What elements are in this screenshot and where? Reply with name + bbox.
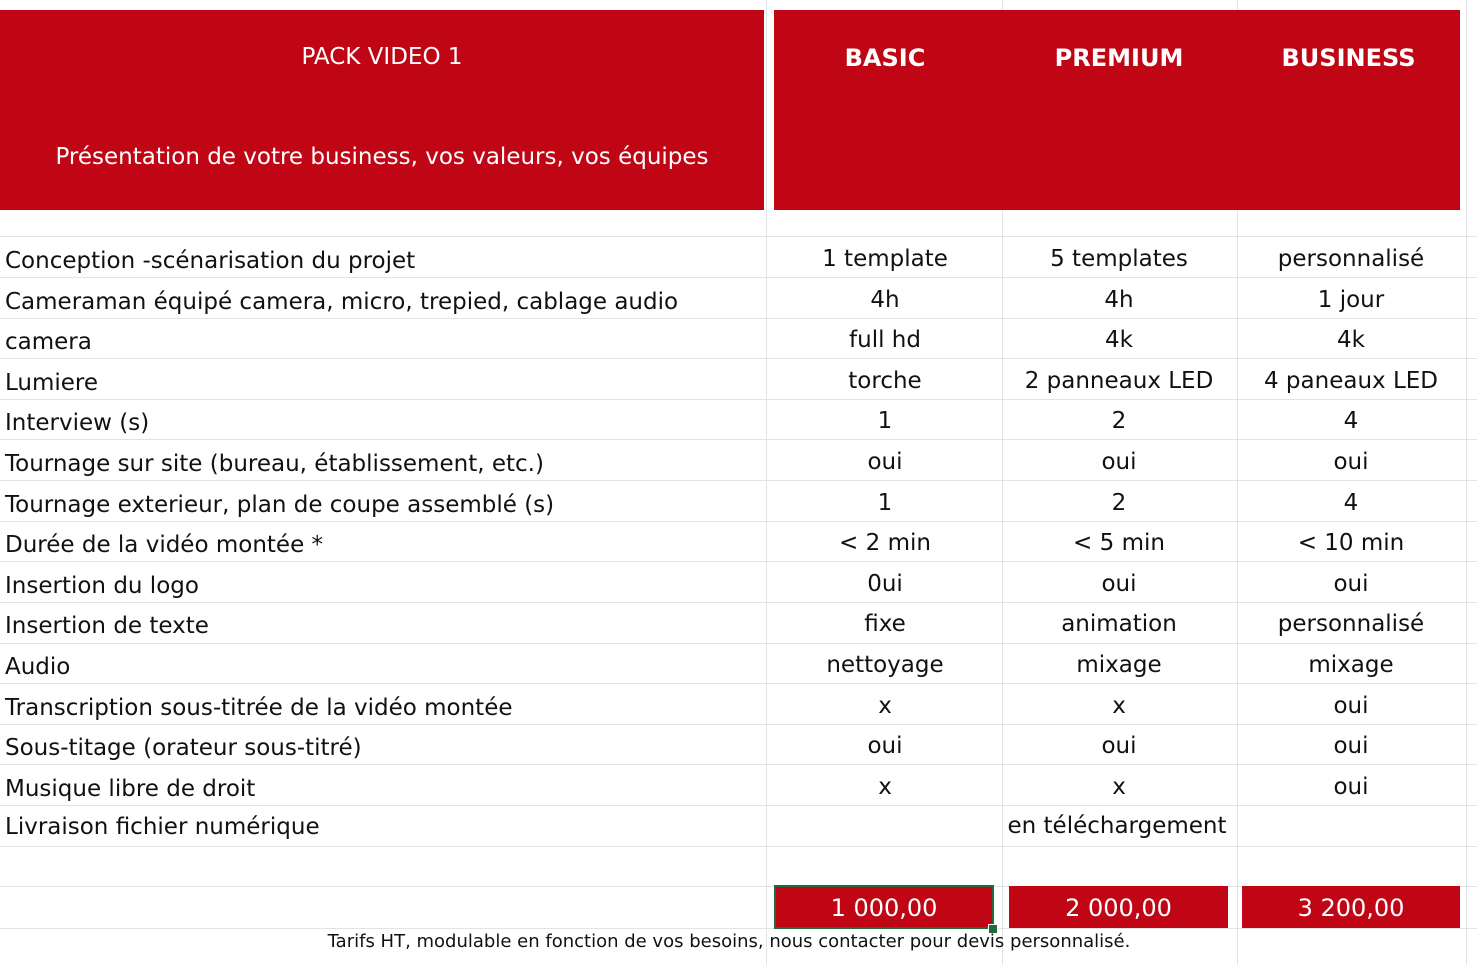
cell-business[interactable]: oui (1333, 449, 1369, 475)
cell-business[interactable]: personnalisé (1277, 246, 1425, 272)
cell-business[interactable]: personnalisé (1277, 611, 1425, 637)
row-label[interactable]: Cameraman équipé camera, micro, trepied, cablage audio (5, 289, 679, 315)
cell-basic[interactable]: 1 (877, 490, 893, 516)
cell-business[interactable]: oui (1333, 774, 1369, 800)
cell-basic[interactable]: 0ui (867, 571, 903, 597)
cell-business[interactable]: < 10 min (1297, 530, 1405, 556)
cell-business[interactable]: oui (1333, 733, 1369, 759)
cell-premium[interactable]: 2 (1111, 490, 1127, 516)
pricing-footnote[interactable]: Tarifs HT, modulable en fonction de vos besoins, nous contacter pour devis personnalisé. (327, 931, 1131, 952)
row-label[interactable]: Sous-titage (orateur sous-titré) (5, 735, 362, 761)
cell-basic[interactable]: oui (867, 733, 903, 759)
cell-premium[interactable]: animation (1061, 611, 1177, 637)
row-label[interactable]: Conception -scénarisation du projet (5, 248, 416, 274)
cell-business[interactable]: mixage (1308, 652, 1394, 678)
cell-basic[interactable]: 1 (877, 408, 893, 434)
cell-business[interactable]: oui (1333, 693, 1369, 719)
cell-premium[interactable]: < 5 min (1073, 530, 1165, 556)
cell-basic[interactable]: full hd (849, 327, 921, 353)
cell-premium[interactable]: x (1112, 693, 1126, 719)
cell-basic[interactable]: oui (867, 449, 903, 475)
cell-business[interactable]: 1 jour (1317, 287, 1385, 313)
cell-premium[interactable]: oui (1101, 571, 1137, 597)
row-label[interactable]: Musique libre de droit (5, 776, 256, 802)
cell-basic[interactable]: < 2 min (839, 530, 931, 556)
cell-business[interactable]: 4 (1343, 408, 1359, 434)
cell-premium[interactable]: 5 templates (1050, 246, 1188, 272)
delivery-label[interactable]: Livraison fichier numérique (5, 814, 320, 840)
cell-basic[interactable]: x (878, 774, 892, 800)
cell-business[interactable]: 4k (1337, 327, 1365, 353)
row-label[interactable]: Tournage sur site (bureau, établissement, etc.) (5, 451, 544, 477)
cell-premium[interactable]: mixage (1076, 652, 1162, 678)
cell-business[interactable]: 4 paneaux LED (1263, 368, 1439, 394)
cell-basic[interactable]: 4h (870, 287, 900, 313)
cell-business[interactable]: 4 (1343, 490, 1359, 516)
cell-basic[interactable]: 1 template (822, 246, 948, 272)
row-label[interactable]: Tournage exterieur, plan de coupe assemblé (s) (5, 492, 555, 518)
cell-basic[interactable]: torche (848, 368, 922, 394)
cell-basic[interactable]: nettoyage (826, 652, 944, 678)
pack-header-cell[interactable] (0, 10, 764, 210)
row-label[interactable]: Interview (s) (5, 410, 150, 436)
row-label[interactable]: Lumiere (5, 370, 99, 396)
price-basic[interactable]: 1 000,00 (775, 886, 993, 928)
cell-premium[interactable]: 2 (1111, 408, 1127, 434)
tier-business-title: BUSINESS (1281, 44, 1416, 72)
row-label[interactable]: Durée de la vidéo montée * (5, 532, 324, 558)
tier-premium-title: PREMIUM (1054, 44, 1184, 72)
cell-premium[interactable]: oui (1101, 733, 1137, 759)
tiers-header-cell[interactable] (774, 10, 1460, 210)
cell-basic[interactable]: fixe (864, 611, 906, 637)
row-label[interactable]: Insertion de texte (5, 613, 209, 639)
cell-premium[interactable]: 4h (1104, 287, 1134, 313)
price-premium[interactable]: 2 000,00 (1009, 886, 1228, 928)
cell-premium[interactable]: x (1112, 774, 1126, 800)
pack-subtitle: Présentation de votre business, vos valeurs, vos équipes (55, 144, 709, 170)
cell-premium[interactable]: 4k (1105, 327, 1133, 353)
cell-basic[interactable]: x (878, 693, 892, 719)
row-label[interactable]: camera (5, 329, 92, 355)
cell-premium[interactable]: oui (1101, 449, 1137, 475)
row-label[interactable]: Transcription sous-titrée de la vidéo montée (5, 695, 513, 721)
pack-title: PACK VIDEO 1 (301, 44, 463, 70)
cell-business[interactable]: oui (1333, 571, 1369, 597)
tier-basic-title: BASIC (844, 44, 926, 72)
row-label[interactable]: Insertion du logo (5, 573, 199, 599)
delivery-value[interactable]: en téléchargement (1007, 813, 1227, 839)
price-business[interactable]: 3 200,00 (1242, 886, 1460, 928)
cell-premium[interactable]: 2 panneaux LED (1024, 368, 1214, 394)
row-label[interactable]: Audio (5, 654, 71, 680)
